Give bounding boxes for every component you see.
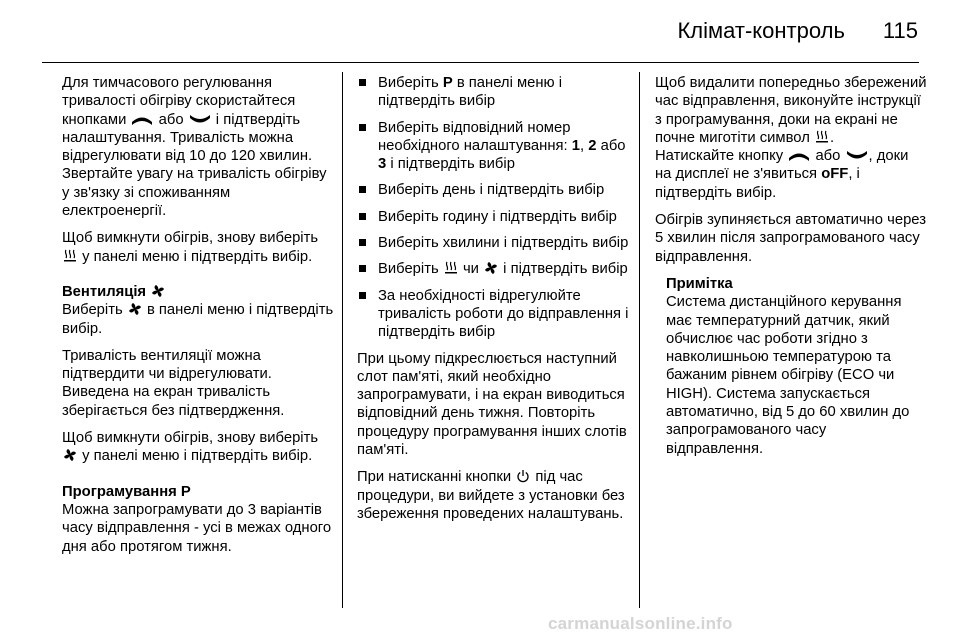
note-title: Примітка <box>666 275 733 292</box>
column-3 <box>655 74 927 467</box>
paragraph: Тривалість вентиляції можна підтвердити чи відрегулювати. Виведена на екран тривалість зберігається без підтвердження. <box>62 347 285 419</box>
bullet <box>359 79 366 86</box>
watermark: carmanualsonline.info <box>548 614 733 633</box>
bullet <box>359 292 366 299</box>
column-divider-2 <box>639 72 640 608</box>
heating-icon <box>63 249 77 263</box>
bullet <box>359 124 366 131</box>
arrow-right-icon <box>846 150 868 162</box>
steps-list <box>357 74 632 342</box>
paragraph: Для тимчасового регулювання тривалості обігріву скористайтеся кнопками або і підтвердіть налаштування. Тривалість можна відрегулювати від 10 до 120 хвилин. Звертайте увагу на тривалість обігріву у зв'язку зі споживанням електроенергії. <box>62 75 327 220</box>
bullet <box>359 265 366 272</box>
column-divider-1 <box>342 72 343 608</box>
list-item: Виберіть чи і підтвердіть вибір <box>357 260 632 278</box>
page-number: 115 <box>882 18 918 43</box>
paragraph: Щоб вимкнути обігрів, знову виберіть у панелі меню і підтвердіть вибір. <box>62 430 319 465</box>
list-item: Виберіть P в панелі меню і підтвердіть вибір <box>357 74 632 111</box>
heating-icon <box>815 130 829 144</box>
paragraph: Виберіть в панелі меню і підтвердіть вибір. <box>62 302 334 337</box>
note-box <box>655 275 927 458</box>
fan-icon <box>63 448 77 462</box>
arrow-left-icon <box>131 114 153 126</box>
page-title: Клімат-контроль <box>677 18 845 43</box>
arrow-left-icon <box>788 150 810 162</box>
paragraph: Можна запрограмувати до 3 варіантів часу відправлення - усі в межах одного дня або протягом тижня. <box>62 501 332 555</box>
list-item: Виберіть день і підтвердіть вибір <box>357 181 632 199</box>
list-item: Виберіть годину і підтвердіть вибір <box>357 208 632 226</box>
section-heading-programming: Програмування P <box>62 483 191 500</box>
column-2 <box>357 74 632 532</box>
power-icon <box>516 469 530 483</box>
paragraph: При цьому підкреслюється наступний слот пам'яті, який необхідно запрограмувати, і на екран виводиться відповідний день тижня. Повторіть процедуру програмування інших слотів пам'яті. <box>357 350 627 459</box>
bullet <box>359 213 366 220</box>
list-item: За необхідності відрегулюйте тривалість роботи до відправлення і підтвердіть вибір <box>357 287 632 342</box>
list-item: Виберіть хвилини і підтвердіть вибір <box>357 234 632 252</box>
fan-icon <box>484 261 498 275</box>
paragraph: Щоб вимкнути обігрів, знову виберіть у панелі меню і підтвердіть вибір. <box>62 230 319 265</box>
heating-icon <box>444 261 458 275</box>
paragraph: При натисканні кнопки під час процедури, ви вийдете з установки без збереження проведених налаштувань. <box>357 469 625 522</box>
header-rule <box>42 62 919 63</box>
column-1 <box>62 74 334 565</box>
fan-icon <box>151 284 165 298</box>
arrow-right-icon <box>189 114 211 126</box>
section-heading-ventilation: Вентиляція <box>62 283 334 301</box>
bullet <box>359 239 366 246</box>
paragraph: Щоб видалити попередньо збережений час відправлення, виконуйте інструкції з програмування, доки на екрані не почне миготіти символ . Натискайте кнопку або , доки на дисплеї не з'явиться oFF, і підтвердіть вибір. <box>655 75 927 201</box>
bullet <box>359 186 366 193</box>
paragraph: Обігрів зупиняється автоматично через 5 хвилин після запрограмованого часу відправлення. <box>655 212 926 265</box>
fan-icon <box>128 302 142 316</box>
list-item: Виберіть відповідний номер необхідного налаштування: 1, 2 або 3 і підтвердіть вибір <box>357 119 632 174</box>
note-text: Система дистанційного керування має температурний датчик, який обчислює час роботи згідно з навколишньою температурою та бажаним рівнем обігріву (ECO чи HIGH). Система запускається автоматично, від 5 до 60 хвилин до запрограмованого часу відправлення. <box>666 294 910 457</box>
page-header <box>677 18 918 44</box>
